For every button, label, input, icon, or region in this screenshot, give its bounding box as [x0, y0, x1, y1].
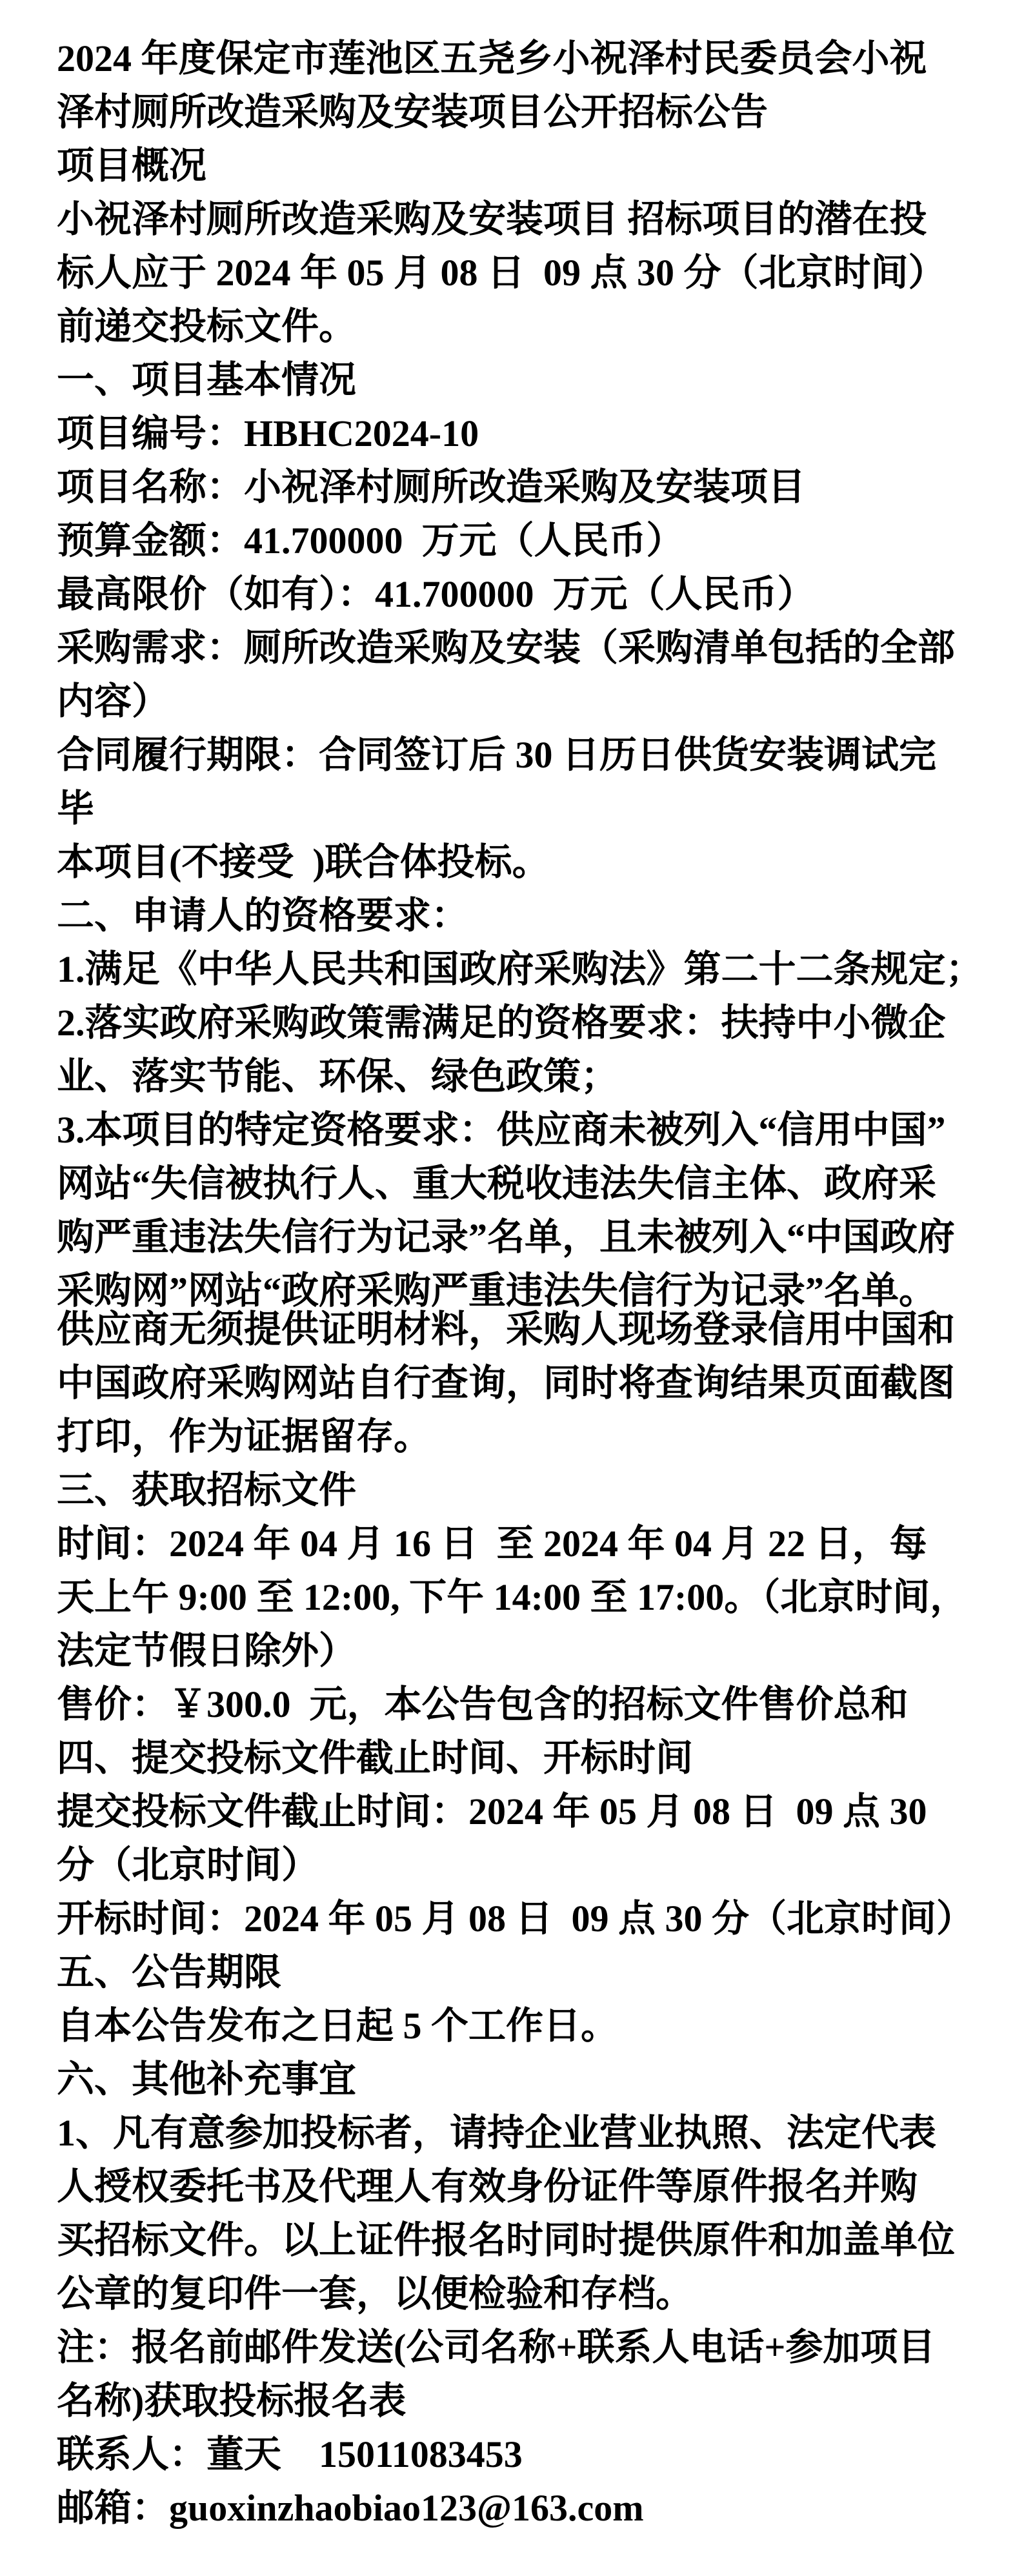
text-line: 合同履行期限：合同签订后 30 日历日供货安装调试完 [57, 734, 937, 776]
section-supplement-1 [57, 2106, 974, 2320]
text-line: 2024 年度保定市莲池区五尧乡小祝泽村民委员会小祝 [57, 37, 927, 79]
text-line: 毕 [57, 787, 95, 829]
section-announcement-period [57, 1999, 974, 2053]
text-line: 四、提交投标文件截止时间、开标时间 [57, 1737, 694, 1779]
text-line: 小祝泽村厕所改造采购及安装项目 招标项目的潜在投 [57, 198, 927, 240]
text-line: 前递交投标文件。 [57, 305, 357, 347]
section-section2-heading [57, 889, 974, 942]
text-line: 邮箱：guoxinzhaobiao123@163.com [57, 2487, 644, 2529]
section-max-price [57, 567, 974, 621]
section-contact [57, 2428, 974, 2481]
text-line: 最高限价（如有）：41.700000 万元（人民币） [57, 573, 815, 615]
text-line: 购严重违法失信行为记录”名单，且未被列入“中国政府 [57, 1216, 956, 1258]
section-budget [57, 514, 974, 567]
text-line: 开标时间：2024 年 05 月 08 日 09 点 30 分（北京时间） [57, 1898, 974, 1940]
section-procurement-demand [57, 621, 974, 728]
section-section6-heading [57, 2053, 974, 2106]
section-doc-time [57, 1517, 974, 1678]
section-qualification-1 [57, 942, 983, 996]
section-title [57, 32, 974, 139]
section-section1-heading [57, 353, 974, 407]
text-line: 售价：￥300.0 元，本公告包含的招标文件售价总和 [57, 1683, 909, 1725]
text-line: 买招标文件。以上证件报名时同时提供原件和加盖单位 [57, 2219, 956, 2261]
text-line: 业、落实节能、环保、绿色政策； [57, 1055, 619, 1097]
text-line: 打印，作为证据留存。 [57, 1415, 432, 1457]
section-qualification-3-note [57, 1303, 974, 1463]
text-line: 采购网”网站“政府采购严重违法失信行为记录”名单。 [57, 1270, 937, 1312]
section-qualification-3 [57, 1103, 974, 1317]
section-contract-term [57, 728, 974, 835]
text-line: 五、公告期限 [57, 1951, 282, 1993]
section-section5-heading [57, 1945, 974, 1999]
text-line: 公章的复印件一套，以便检验和存档。 [57, 2273, 694, 2315]
text-line: 六、其他补充事宜 [57, 2058, 357, 2100]
text-line: 本项目(不接受 )联合体投标。 [57, 841, 550, 883]
text-line: 项目编号：HBHC2024-10 [57, 412, 479, 454]
section-qualification-2 [57, 996, 974, 1103]
section-overview-body [57, 192, 974, 353]
text-line: 分（北京时间） [57, 1844, 319, 1886]
text-line: 项目概况 [57, 145, 207, 187]
text-line: 人授权委托书及代理人有效身份证件等原件报名并购 [57, 2165, 918, 2207]
text-line: 泽村厕所改造采购及安装项目公开招标公告 [57, 91, 768, 133]
section-email [57, 2481, 974, 2535]
text-line: 1.满足《中华人民共和国政府采购法》第二十二条规定； [57, 948, 983, 990]
section-doc-price [57, 1678, 974, 1731]
text-line: 三、获取招标文件 [57, 1469, 357, 1511]
text-line: 自本公告发布之日起 5 个工作日。 [57, 2005, 619, 2047]
section-project-number [57, 407, 974, 460]
text-line: 中国政府采购网站自行查询，同时将查询结果页面截图 [57, 1362, 956, 1404]
text-line: 提交投标文件截止时间：2024 年 05 月 08 日 09 点 30 [57, 1790, 927, 1832]
text-line: 采购需求：厕所改造采购及安装（采购清单包括的全部 [57, 627, 956, 669]
section-bid-deadline [57, 1785, 974, 1892]
text-line: 1、凡有意参加投标者，请持企业营业执照、法定代表 [57, 2112, 937, 2154]
text-line: 预算金额：41.700000 万元（人民币） [57, 520, 684, 562]
section-consortium [57, 835, 974, 889]
text-line: 标人应于 2024 年 05 月 08 日 09 点 30 分（北京时间） [57, 252, 946, 294]
text-line: 天上午 9:00 至 12:00, 下午 14:00 至 17:00。（北京时间， [57, 1576, 968, 1618]
text-line: 二、申请人的资格要求： [57, 895, 469, 937]
text-line: 联系人：董天 15011083453 [57, 2433, 523, 2475]
section-supplement-note [57, 2320, 974, 2428]
text-line: 供应商无须提供证明材料，采购人现场登录信用中国和 [57, 1308, 956, 1350]
section-section3-heading [57, 1463, 974, 1517]
text-line: 法定节假日除外） [57, 1630, 357, 1672]
section-overview-heading [57, 139, 974, 192]
section-bid-opening [57, 1892, 974, 1945]
text-line: 时间：2024 年 04 月 16 日 至 2024 年 04 月 22 日，每 [57, 1523, 927, 1565]
text-line: 网站“失信被执行人、重大税收违法失信主体、政府采 [57, 1162, 937, 1204]
text-line: 3.本项目的特定资格要求：供应商未被列入“信用中国” [57, 1109, 946, 1151]
text-line: 名称)获取投标报名表 [57, 2380, 407, 2422]
text-line: 内容） [57, 680, 170, 722]
section-section4-heading [57, 1731, 974, 1785]
text-line: 项目名称：小祝泽村厕所改造采购及安装项目 [57, 466, 806, 508]
text-line: 注：报名前邮件发送(公司名称+联系人电话+参加项目 [57, 2326, 936, 2368]
section-project-name [57, 460, 974, 514]
text-line: 一、项目基本情况 [57, 359, 357, 401]
text-line: 2.落实政府采购政策需满足的资格要求：扶持中小微企 [57, 1002, 946, 1044]
